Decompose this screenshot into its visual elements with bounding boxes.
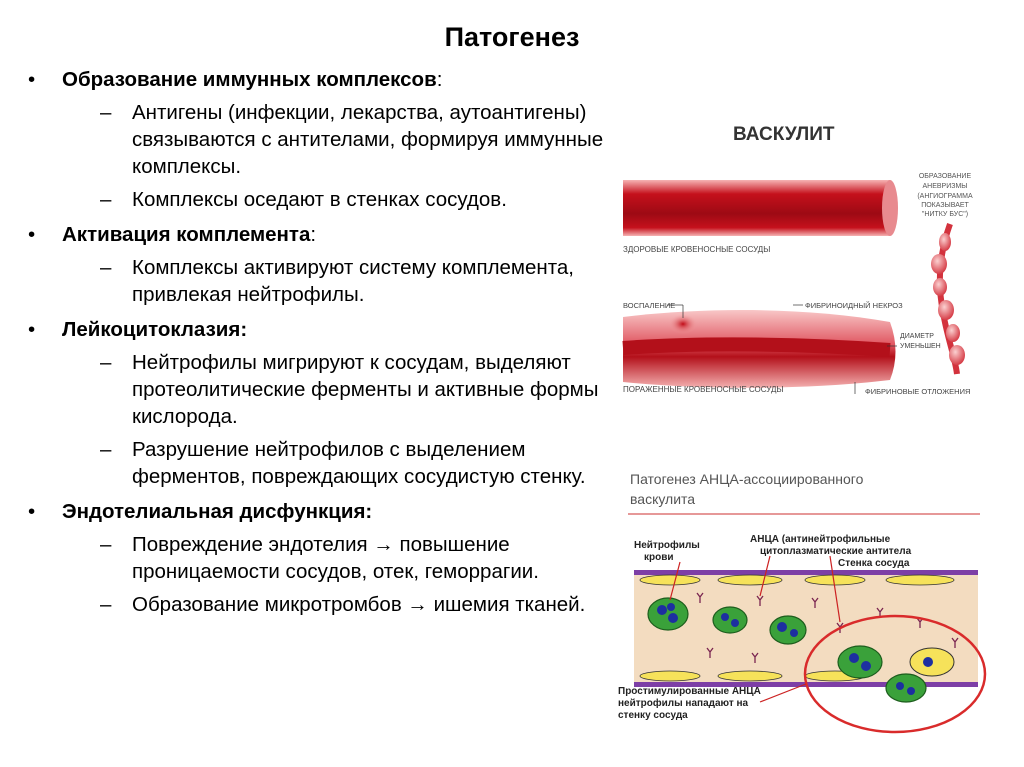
sub-item-text: Повреждение эндотелия → повышение проницаемости сосудов, отек, геморрагии. bbox=[132, 533, 539, 583]
aneurysm-label-4: ПОКАЗЫВАЕТ bbox=[921, 202, 969, 209]
sub-item-text: Комплексы оседают в стенках сосудов. bbox=[132, 188, 507, 211]
sub-item bbox=[62, 349, 612, 430]
anca-figure bbox=[610, 462, 990, 750]
sub-item bbox=[62, 254, 612, 308]
dash-marker: – bbox=[100, 351, 112, 374]
bullet-marker: • bbox=[28, 500, 36, 523]
healthy-vessel bbox=[623, 180, 897, 236]
diameter-label-1: ДИАМЕТР bbox=[900, 333, 934, 340]
sub-item bbox=[62, 99, 612, 180]
healthy-vessel-opening bbox=[882, 180, 898, 236]
vasculitis-figure bbox=[605, 112, 975, 414]
fibrinoid-necrosis-label: ФИБРИНОИДНЫЙ НЕКРОЗ bbox=[805, 301, 903, 310]
sub-item-text: Разрушение нейтрофилов с выделением ферментов, повреждающих сосудистую стенку. bbox=[132, 438, 586, 488]
sub-item-text: Нейтрофилы мигрируют к сосудам, выделяют протеолитические ферменты и активные формы кислорода. bbox=[132, 351, 599, 428]
affected-vessel-label: ПОРАЖЕННЫЕ КРОВЕНОСНЫЕ СОСУДЫ bbox=[623, 385, 784, 394]
sub-item bbox=[62, 186, 612, 213]
vessel-wall-top bbox=[634, 570, 978, 575]
anca-title-line-1: Патогенез АНЦА-ассоциированного bbox=[630, 471, 864, 487]
sub-item-text: Антигены (инфекции, лекарства, аутоантигены) связываются с антителами, формируя иммунные комплексы. bbox=[132, 101, 604, 178]
anca-illustration bbox=[610, 462, 990, 750]
neutrophils-label-1: Нейтрофилы bbox=[634, 540, 700, 551]
sub-item bbox=[62, 591, 612, 618]
aneurysm-string-of-beads bbox=[931, 224, 965, 374]
neutrophils-label-2: крови bbox=[644, 552, 674, 563]
bullet-item bbox=[22, 498, 612, 618]
stimulated-label-3: стенку сосуда bbox=[618, 710, 688, 721]
aneurysm-label-3: (АНГИОГРАММА bbox=[917, 193, 973, 200]
bullet-heading-tail: : bbox=[436, 68, 443, 91]
dash-marker: – bbox=[100, 256, 112, 279]
diameter-label-2: УМЕНЬШЕН bbox=[900, 343, 941, 350]
anca-label-1: АНЦА (антинейтрофильные bbox=[750, 534, 891, 545]
bullet-heading: Активация комплемента bbox=[62, 223, 311, 246]
page-title: Патогенез bbox=[444, 22, 580, 52]
dash-marker: – bbox=[100, 438, 112, 461]
inflammation-label: ВОСПАЛЕНИЕ bbox=[623, 301, 676, 310]
vasculitis-title: ВАСКУЛИТ bbox=[733, 124, 835, 145]
fibrin-deposits-label: ФИБРИНОВЫЕ ОТЛОЖЕНИЯ bbox=[865, 387, 971, 396]
bullet-item bbox=[22, 316, 612, 490]
dash-marker: – bbox=[100, 188, 112, 211]
bullet-heading: Эндотелиальная дисфункция: bbox=[62, 500, 373, 523]
bullet-marker: • bbox=[28, 68, 36, 91]
bullet-list bbox=[22, 66, 612, 626]
healthy-vessel-label: ЗДОРОВЫЕ КРОВЕНОСНЫЕ СОСУДЫ bbox=[623, 245, 771, 254]
stimulated-label-1: Простимулированные АНЦА bbox=[618, 686, 761, 697]
vessel-wall-label: Стенка сосуда bbox=[838, 558, 910, 569]
bullet-marker: • bbox=[28, 318, 36, 341]
aneurysm-label-5: "НИТКУ БУС") bbox=[921, 211, 969, 218]
bullet-item bbox=[22, 66, 612, 213]
bullet-heading: Образование иммунных комплексов bbox=[62, 68, 437, 91]
anca-label-2: цитоплазматические антитела bbox=[760, 546, 912, 557]
bullet-heading: Лейкоцитоклазия: bbox=[62, 318, 248, 341]
vasculitis-illustration bbox=[605, 112, 975, 414]
bullet-heading-tail: : bbox=[310, 223, 317, 246]
bullet-marker: • bbox=[28, 223, 36, 246]
sub-item-text: Комплексы активируют систему комплемента, привлекая нейтрофилы. bbox=[132, 256, 575, 306]
narrowed-lumen bbox=[623, 344, 890, 350]
anca-title-line-2: васкулита bbox=[630, 491, 696, 507]
dash-marker: – bbox=[100, 533, 112, 556]
sub-item bbox=[62, 436, 612, 490]
sub-item bbox=[62, 531, 612, 585]
aneurysm-label-1: ОБРАЗОВАНИЕ bbox=[918, 173, 972, 180]
aneurysm-label-2: АНЕВРИЗМЫ bbox=[922, 183, 968, 190]
stimulated-label-2: нейтрофилы нападают на bbox=[618, 698, 749, 709]
bullet-item bbox=[22, 221, 612, 308]
dash-marker: – bbox=[100, 593, 112, 616]
sub-item-text: Образование микротромбов → ишемия тканей. bbox=[132, 593, 586, 616]
dash-marker: – bbox=[100, 101, 112, 124]
